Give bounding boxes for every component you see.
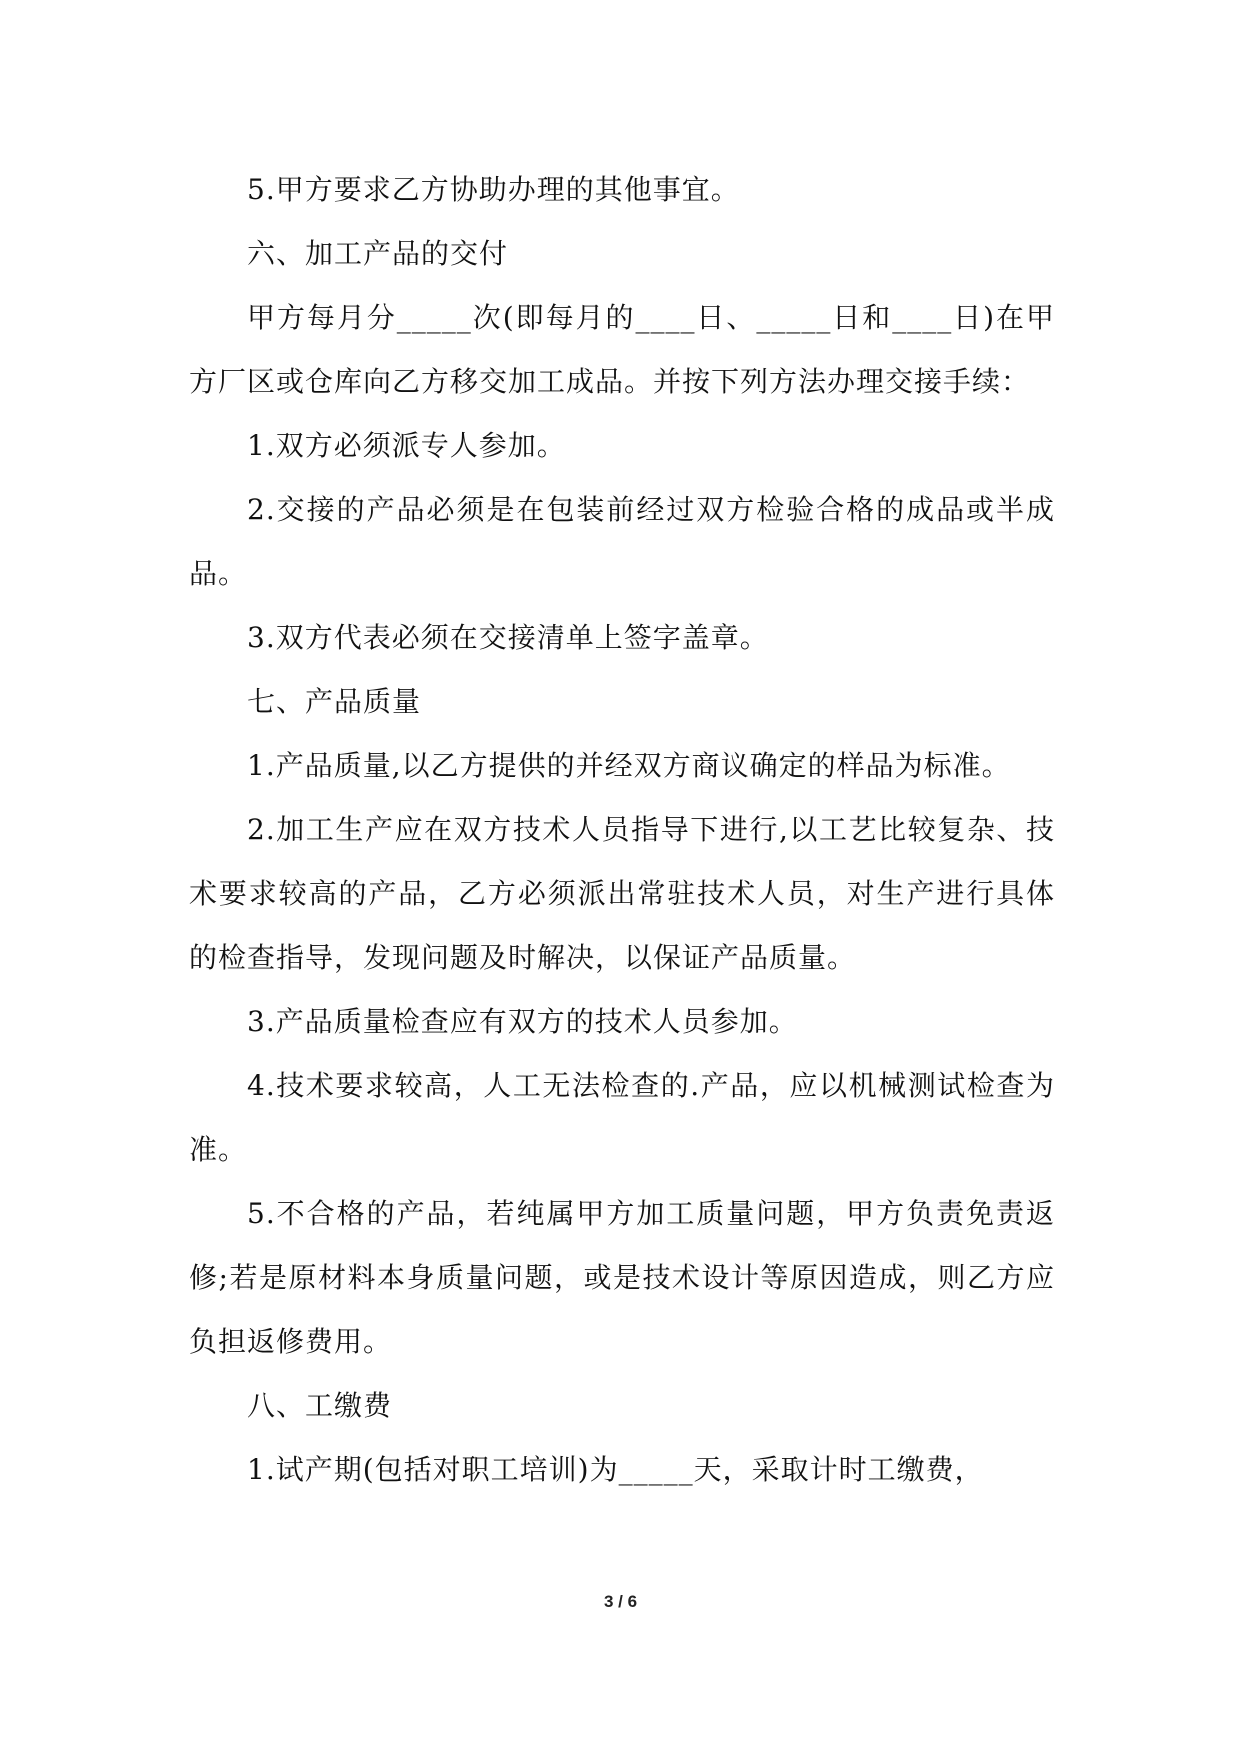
paragraph-delivery-item-1: 1.双方必须派专人参加。 (247, 429, 566, 462)
section-heading-processing-fee: 八、工缴费 (247, 1389, 393, 1422)
paragraph-fee-item-1: 1.试产期(包括对职工培训)为_____天，采取计时工缴费， (247, 1453, 984, 1486)
paragraph-quality-item-2: 2.加工生产应在双方技术人员指导下进行,以工艺比较复杂、技术要求较高的产品，乙方必须派出常驻技术人员，对生产进行具体的检查指导，发现问题及时解决，以保证产品质量。 (189, 813, 1055, 974)
paragraph-delivery-item-2: 2.交接的产品必须是在包装前经过双方检验合格的成品或半成品。 (189, 493, 1055, 590)
paragraph-quality-item-4: 4.技术要求较高，人工无法检查的.产品，应以机械测试检查为准。 (189, 1069, 1055, 1166)
paragraph-delivery-item-3: 3.双方代表必须在交接清单上签字盖章。 (247, 621, 769, 654)
paragraph-item-5-other-matters: 5.甲方要求乙方协助办理的其他事宜。 (247, 173, 740, 206)
paragraph-delivery-schedule: 甲方每月分_____次(即每月的____日、_____日和____日)在甲方厂区或仓库向乙方移交加工成品。并按下列方法办理交接手续： (189, 301, 1055, 398)
paragraph-quality-item-5: 5.不合格的产品，若纯属甲方加工质量问题，甲方负责免责返修;若是原材料本身质量问题，或是技术设计等原因造成，则乙方应负担返修费用。 (189, 1197, 1055, 1358)
document-body (189, 158, 1055, 1502)
page-number: 3 / 6 (603, 1592, 638, 1611)
section-heading-quality: 七、产品质量 (247, 685, 422, 718)
paragraph-quality-item-1: 1.产品质量,以乙方提供的并经双方商议确定的样品为标准。 (247, 749, 1011, 782)
paragraph-quality-item-3: 3.产品质量检查应有双方的技术人员参加。 (247, 1005, 798, 1038)
section-heading-delivery: 六、加工产品的交付 (247, 237, 509, 270)
